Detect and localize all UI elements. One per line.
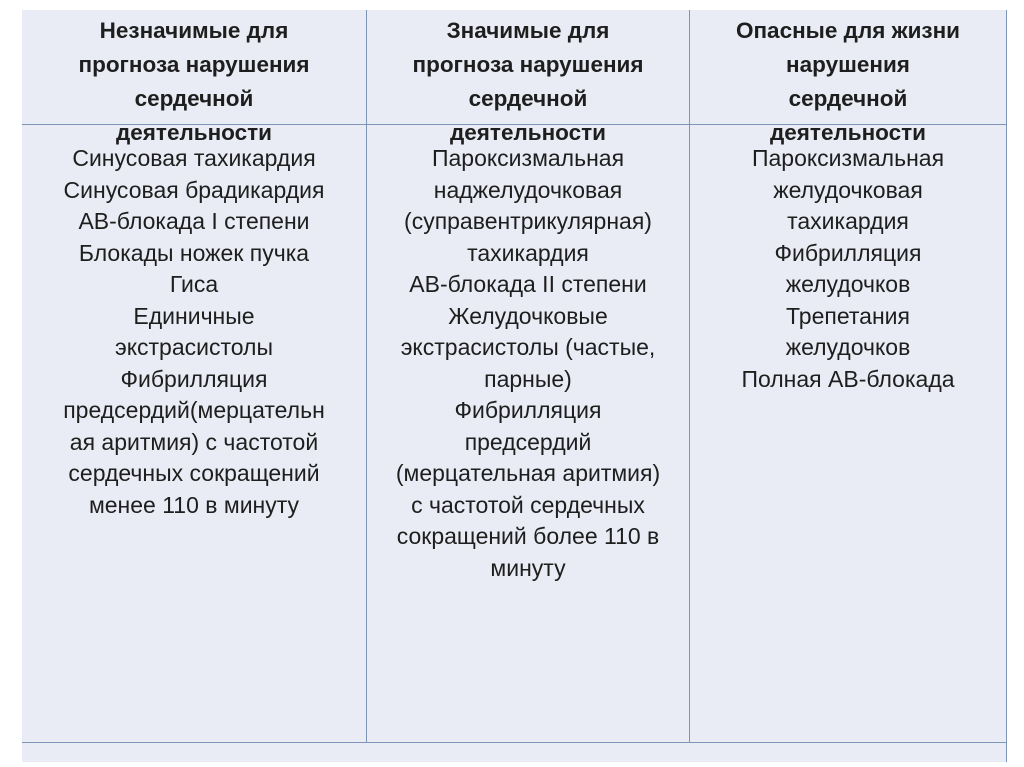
list-item: Пароксизмальная xyxy=(431,145,625,171)
column-header xyxy=(22,14,366,150)
list-item: Единичные xyxy=(133,302,255,329)
list-item: Трепетания xyxy=(786,302,910,329)
header-line: нарушения xyxy=(786,52,910,77)
column-body xyxy=(22,143,366,521)
list-item: Синусовая тахикардия xyxy=(72,145,316,171)
list-item: Синусовая брадикардия xyxy=(63,176,325,203)
list-item: Полная АВ-блокада xyxy=(741,365,955,392)
list-item: желудочковая xyxy=(773,176,923,203)
list-item: сердечных сокращений xyxy=(68,460,320,486)
list-item: Фибрилляция xyxy=(774,239,922,266)
list-item: АВ-блокада II степени xyxy=(409,271,647,297)
header-line: деятельности xyxy=(770,120,926,145)
list-item: АВ-блокада I степени xyxy=(78,208,310,234)
list-item: минуту xyxy=(490,554,566,581)
column-body xyxy=(690,143,1006,395)
header-line: деятельности xyxy=(450,120,606,145)
header-line: прогноза нарушения xyxy=(412,52,644,77)
list-item: менее 110 в минуту xyxy=(88,491,300,518)
list-item: предсердий(мерцательн xyxy=(63,397,325,423)
list-item: Желудочковые xyxy=(448,302,608,329)
column-header xyxy=(367,14,689,150)
list-item: Гиса xyxy=(169,271,219,297)
header-line: прогноза нарушения xyxy=(78,52,310,77)
list-item: Пароксизмальная xyxy=(751,145,945,171)
list-item: (суправентрикулярная) xyxy=(404,208,652,234)
header-line: Незначимые для xyxy=(99,18,289,43)
list-item: тахикардия xyxy=(787,208,909,234)
bottom-border xyxy=(22,742,1007,743)
list-item: (мерцательная аритмия) xyxy=(395,460,661,486)
list-item: тахикардия xyxy=(467,239,589,266)
list-item: наджелудочковая xyxy=(433,176,623,203)
list-item: экстрасистолы xyxy=(114,334,274,360)
list-item: предсердий xyxy=(464,428,592,455)
list-item: Фибрилляция xyxy=(454,397,602,423)
right-border xyxy=(1006,10,1007,762)
header-line: сердечной xyxy=(134,86,254,111)
list-item: парные) xyxy=(484,365,572,392)
header-line: Опасные для жизни xyxy=(735,18,961,43)
list-item: желудочков xyxy=(785,271,911,297)
list-item: ая аритмия) с частотой xyxy=(69,428,319,455)
list-item: желудочков xyxy=(785,334,911,360)
header-line: Значимые для xyxy=(446,18,610,43)
list-item: экстрасистолы (частые, xyxy=(400,334,656,360)
header-line: деятельности xyxy=(116,120,272,145)
header-line: сердечной xyxy=(468,86,588,111)
list-item: Фибрилляция xyxy=(120,365,268,392)
column-body xyxy=(367,143,689,584)
column-header xyxy=(690,14,1006,150)
list-item: сокращений более 110 в xyxy=(396,523,660,549)
list-item: с частотой сердечных xyxy=(411,491,645,518)
arrhythmia-table xyxy=(22,10,1007,762)
list-item: Блокады ножек пучка xyxy=(78,239,310,266)
header-line: сердечной xyxy=(788,86,908,111)
